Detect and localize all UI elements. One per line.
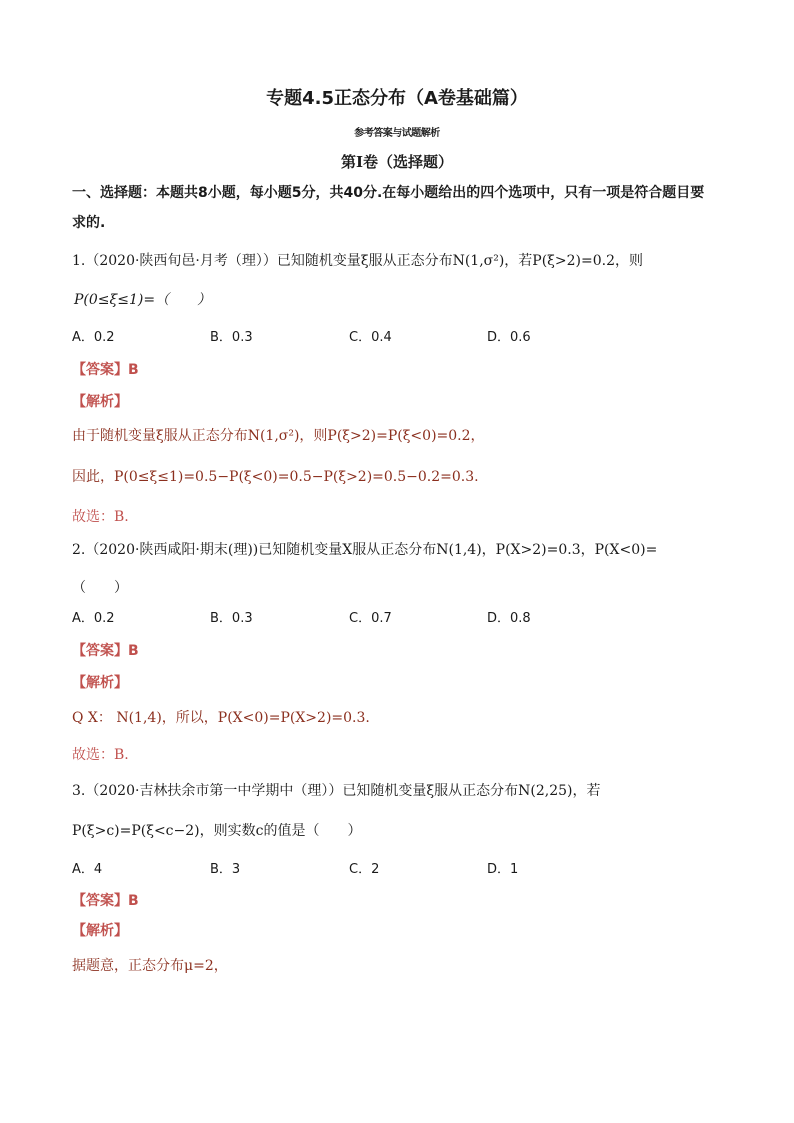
question-3-answer: 【答案】B [72, 893, 139, 909]
section-heading: 第Ⅰ卷（选择题） [340, 153, 454, 171]
question-1-conclusion: 故选：B. [72, 509, 129, 525]
question-3-stem-line-2: P(ξ>c)=P(ξ<c−2)，则实数c的值是（ ） [72, 823, 362, 839]
question-1-analysis-label: 【解析】 [72, 394, 128, 410]
question-1-stem-line-1: 1.（2020·陕西旬邑·月考（理））已知随机变量ξ服从正态分布N(1,σ²)，若P(ξ>2)=0.2，则 [72, 253, 643, 269]
question-3-analysis-line-1: 据题意，正态分布μ=2， [72, 958, 228, 974]
question-2-stem-line-2: （ ） [72, 580, 128, 596]
question-2-stem-line-1: 2.（2020·陕西咸阳·期末(理))已知随机变量X服从正态分布N(1,4)，P(X>2)=0.3，P(X<0)= [72, 542, 658, 558]
question-1-stem-line-2: P(0≤ξ≤1)=（ ） [74, 292, 212, 308]
question-1-analysis-line-1: 由于随机变量ξ服从正态分布N(1,σ²)，则P(ξ>2)=P(ξ<0)=0.2， [72, 428, 485, 444]
question-3-analysis-label: 【解析】 [72, 923, 128, 939]
question-2-option-b: B．0.3 [210, 611, 253, 626]
page-title: 专题4.5正态分布（A卷基础篇） [266, 88, 528, 109]
question-3-option-b: B．3 [210, 862, 241, 877]
question-2-option-c: C．0.7 [349, 611, 392, 626]
question-1-answer: 【答案】B [72, 362, 139, 378]
question-2-analysis-label: 【解析】 [72, 675, 128, 691]
question-3-option-c: C．2 [349, 862, 380, 877]
question-3-option-a: A．4 [72, 862, 103, 877]
question-3-option-d: D．1 [487, 862, 519, 877]
question-2-option-d: D．0.8 [487, 611, 531, 626]
instructions-line-1: 一、选择题：本题共8小题，每小题5分，共40分.在每小题给出的四个选项中，只有一项是符合题目要 [72, 185, 705, 201]
question-1-option-d: D．0.6 [487, 330, 531, 345]
instructions-line-2: 求的. [72, 215, 106, 231]
question-2-analysis-line-1: Q X： N(1,4)，所以，P(X<0)=P(X>2)=0.3. [72, 710, 370, 726]
question-1-option-a: A．0.2 [72, 330, 115, 345]
question-2-conclusion: 故选：B. [72, 747, 129, 763]
page-subtitle: 参考答案与试题解析 [354, 128, 440, 139]
question-1-option-c: C．0.4 [349, 330, 392, 345]
question-2-option-a: A．0.2 [72, 611, 115, 626]
question-1-analysis-line-2: 因此，P(0≤ξ≤1)=0.5−P(ξ<0)=0.5−P(ξ>2)=0.5−0.2=0.3. [72, 469, 479, 485]
question-2-answer: 【答案】B [72, 643, 139, 659]
question-1-option-b: B．0.3 [210, 330, 253, 345]
question-3-stem-line-1: 3.（2020·吉林扶余市第一中学期中（理））已知随机变量ξ服从正态分布N(2,25)，若 [72, 783, 601, 799]
